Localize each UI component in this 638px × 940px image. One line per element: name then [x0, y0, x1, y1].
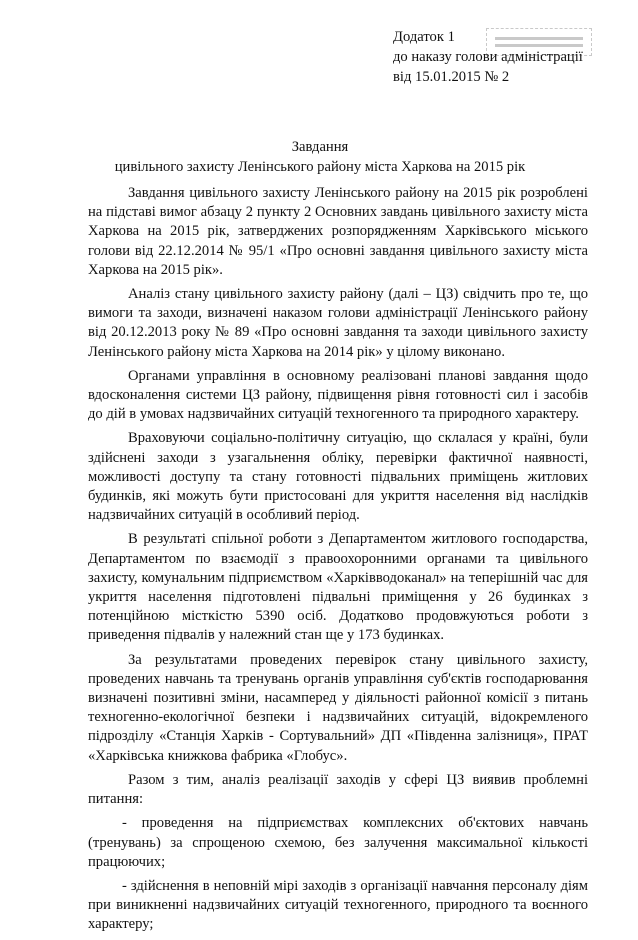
paragraph: Аналіз стану цивільного захисту району (далі – ЦЗ) свідчить про те, що вимоги та заходи, визначені наказом голови адміністрації Ленінського району від 20.12.2013 року № 89 «Про основні завдання та заходи цивільного захисту Ленінського району міста Харкова на 2014 рік» у цілому виконано. — [88, 286, 588, 360]
paragraph: Враховуючи соціально-політичну ситуацію, що склалася у країні, були здійснені заходи з узагальнення обліку, перевірки фактичної наявності, можливості доступу та стану готовності підвальних приміщень житлових будинків, які можуть бути пристосовані для укриття населення від наслідків надзвичайних ситуацій в особливий період. — [88, 430, 588, 524]
paragraph: Органами управління в основному реалізовані планові завдання щодо вдосконалення системи ЦЗ району, підвищення рівня готовності сил і засобів до дій в умовах надзвичайних ситуацій техногенного та природного характеру. — [88, 367, 588, 423]
paragraph: Завдання цивільного захисту Ленінського району на 2015 рік розроблені на підставі вимог абзацу 2 пункту 2 Основних завдань цивільного захисту міста Харкова на 2015 рік, затверджених розпорядженням Харківського міського голови від 22.12.2014 № 95/1 «Про основні завдання цивільного захисту міста Харкова на 2015 рік». — [88, 185, 588, 278]
document-subtitle: цивільного захисту Ленінського району міста Харкова на 2015 рік — [114, 159, 526, 175]
list-item: - здійснення в неповній мірі заходів з організації навчання персоналу діям при виникненні надзвичайних ситуацій техногенного, природного та воєнного характеру; — [88, 877, 588, 933]
annex-order-reference: до наказу голови адміністрації — [393, 49, 583, 65]
document-title: Завдання — [291, 139, 349, 155]
annex-order-date: від 15.01.2015 № 2 — [393, 69, 510, 85]
paragraph: За результатами проведених перевірок стану цивільного захисту, проведених навчань та тренувань органів управління суб'єктів господарювання визначені позитивні зміни, насамперед у діяльності районної комісії з питань техногенно-екологічної безпеки і надзвичайних ситуацій, відокремленого підрозділу «Станція Харків - Сортувальний» ДП «Південна залізниця», ПРАТ «Харківська книжкова фабрика «Глобус». — [88, 651, 588, 764]
document-body — [88, 184, 588, 940]
list-item: - проведення на підприємствах комплексних об'єктових навчань (тренувань) за спрощеною схемою, без залучення максимальної кількості працюючих; — [88, 815, 588, 870]
paragraph: В результаті спільної роботи з Департаментом житлового господарства, Департаментом по взаємодії з правоохоронними органами та цивільного захисту, комунальним підприємством «Харківводоканал» на теперішній час для укриття населення підготовлені підвальні приміщення у 26 будинках з потенційною місткістю 5390 осіб. Додатково продовжуються роботи з приведення підвалів у належний стан ще у 173 будинках. — [88, 531, 588, 644]
annex-header — [393, 27, 613, 87]
annex-number: Додаток 1 — [393, 29, 455, 45]
paragraph: Разом з тим, аналіз реалізації заходів у сфері ЦЗ виявив проблемні питання: — [88, 771, 588, 808]
